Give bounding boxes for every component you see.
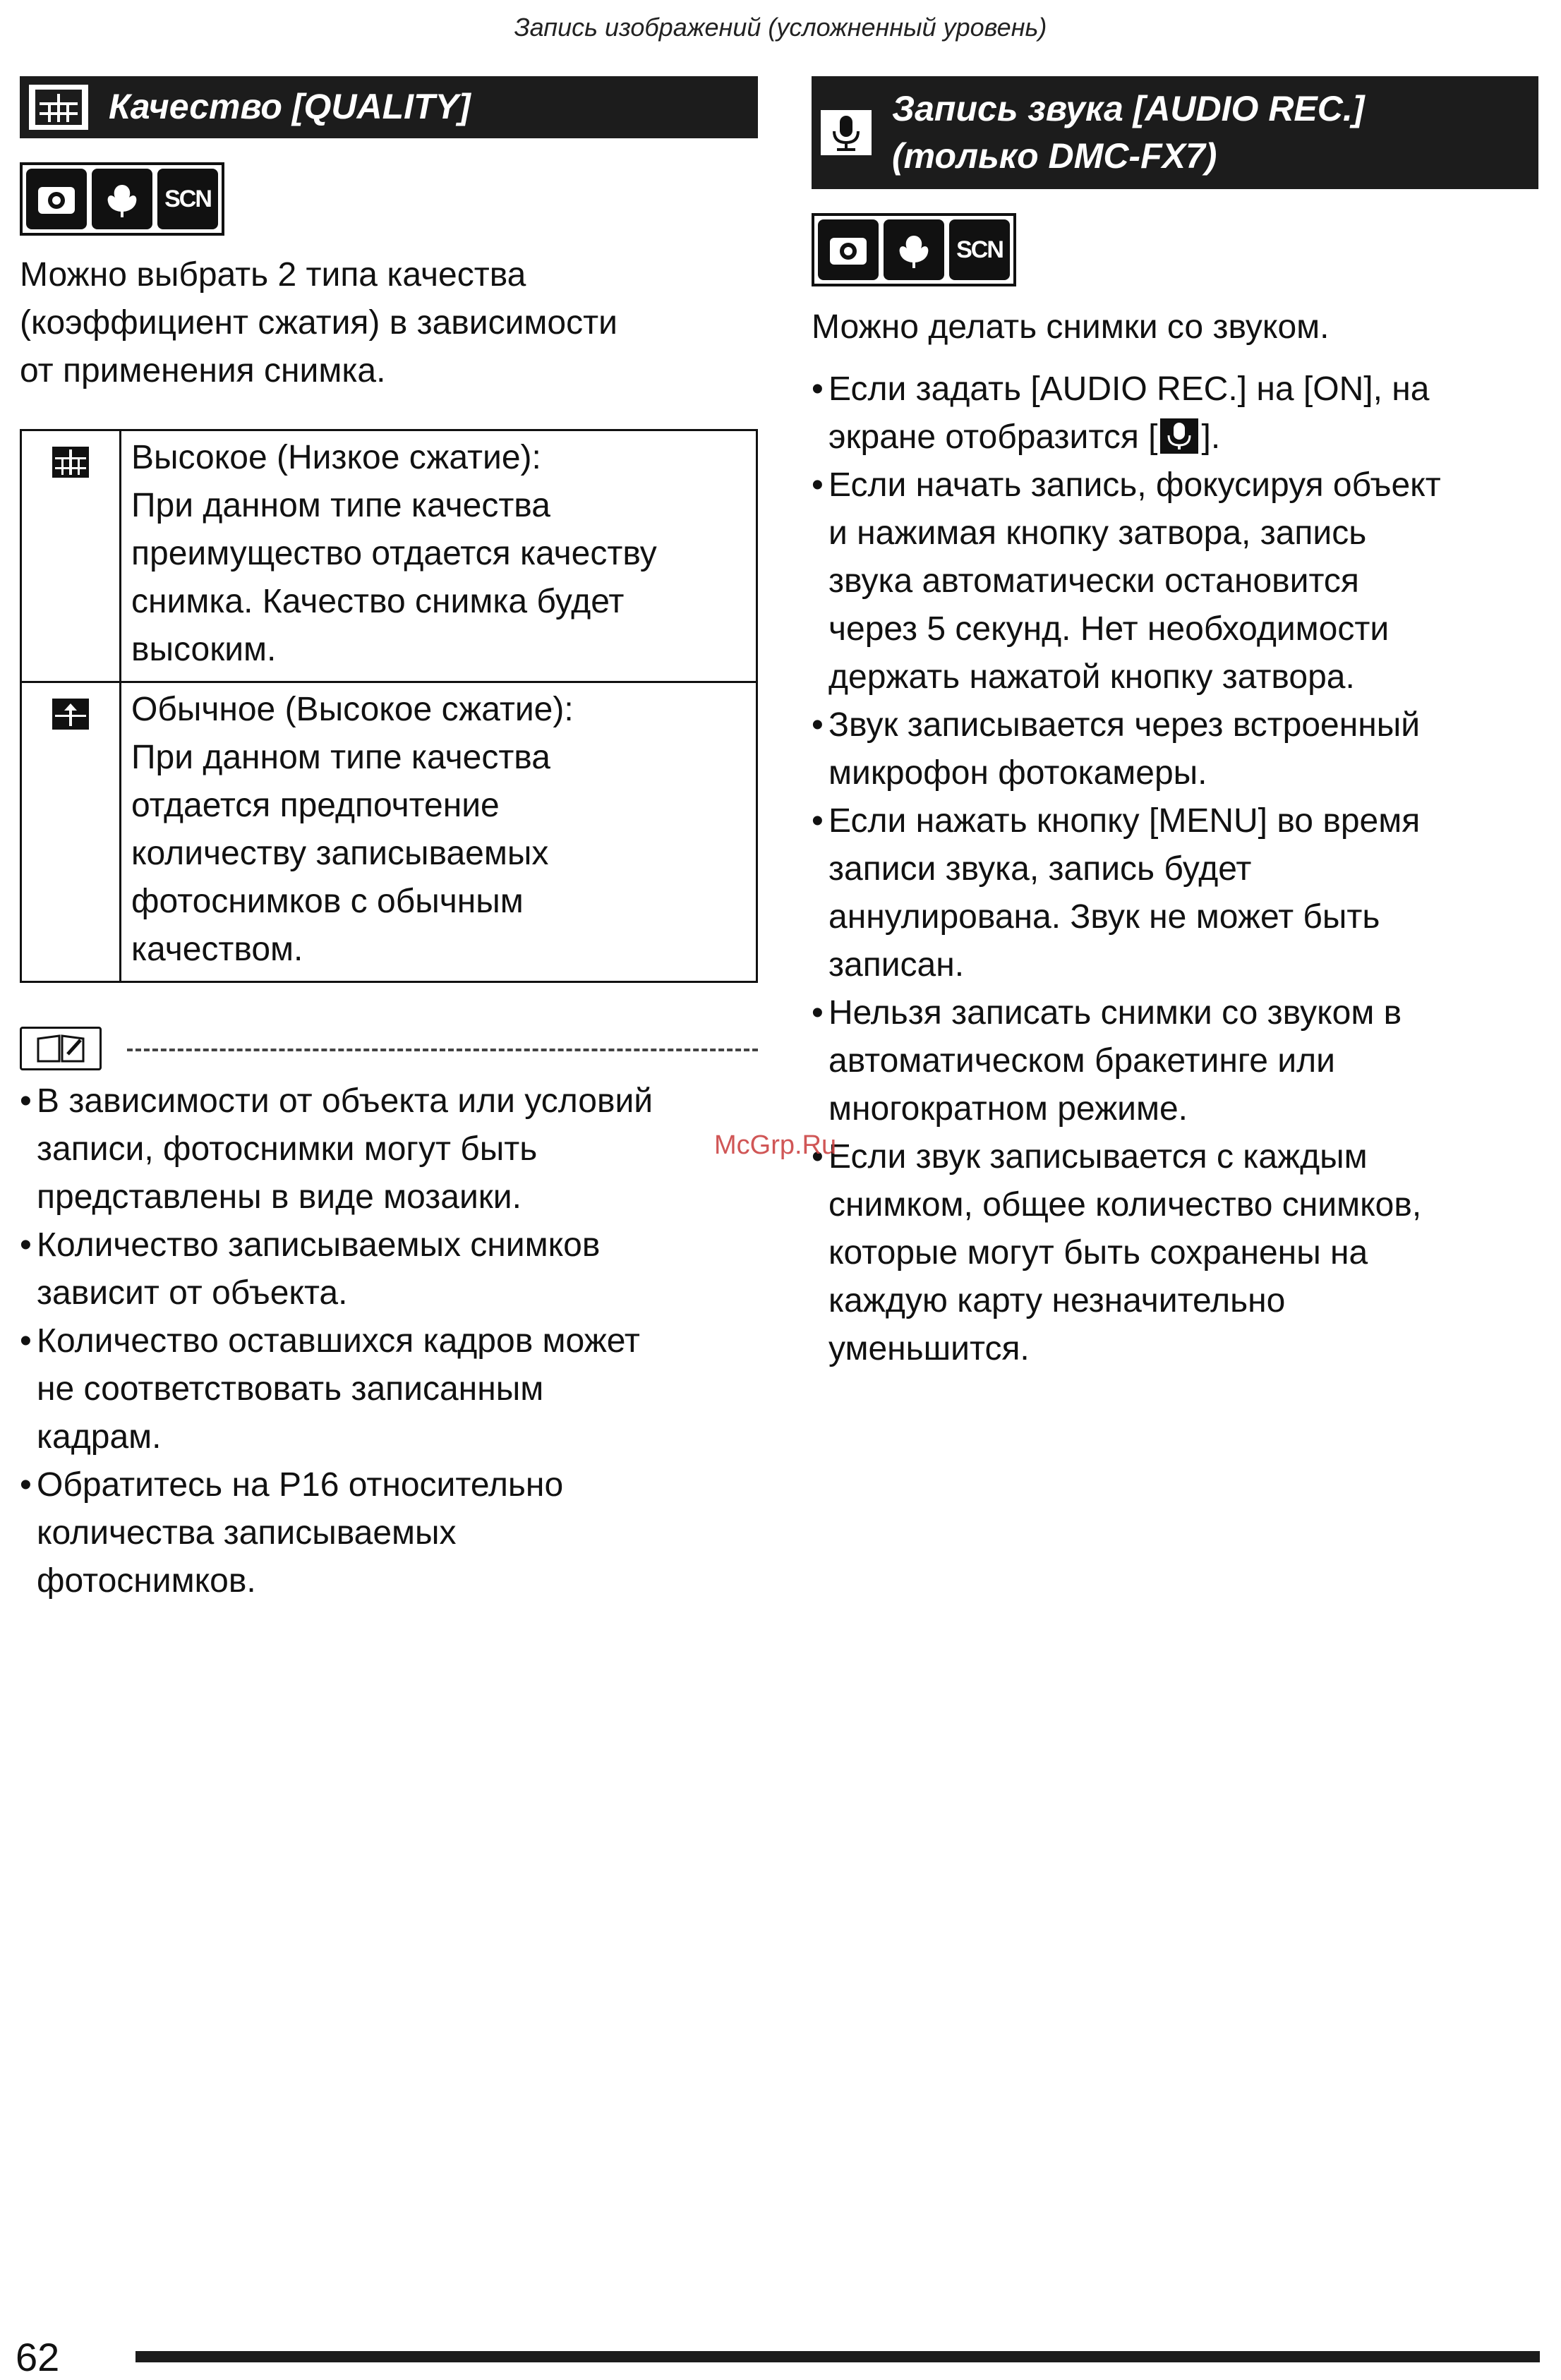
- quality-intro: Можно выбрать 2 типа качества (коэффициент сжатия) в зависимости от применения снимка.: [20, 256, 617, 389]
- inline-microphone-icon: [1160, 418, 1198, 454]
- standard-quality-description: Обычное (Высокое сжатие): При данном типе качества отдается предпочтение количеству записываемых фотоснимков с обычным качеством.: [121, 682, 757, 982]
- macro-flower-icon: [884, 219, 944, 280]
- page-header: Запись изображений (усложненный уровень): [514, 13, 1047, 42]
- list-item: • Если звук записывается с каждым снимком, общее количество снимков, которые могут быть сохранены на каждую карту незначительно уменьшится.: [812, 1133, 1538, 1373]
- macro-flower-icon: [92, 169, 152, 229]
- table-icon-cell: [21, 430, 121, 682]
- standard-quality-icon: [52, 698, 90, 730]
- list-item: • В зависимости от объекта или условий записи, фотоснимки могут быть представлены в виде мозаики.: [20, 1077, 758, 1221]
- scn-icon: [157, 169, 218, 229]
- list-item: • Количество записываемых снимков зависит от объекта.: [20, 1221, 758, 1317]
- audio-rec-section: [812, 76, 1538, 1373]
- list-item: • Если задать [AUDIO REC.] на [ON], на экране отобразится [ ].: [812, 366, 1538, 461]
- table-icon-cell: [21, 682, 121, 982]
- list-item: • Если начать запись, фокусируя объект и нажимая кнопку затвора, запись звука автоматически остановится через 5 секунд. Нет необходимости держать нажатой кнопку затвора.: [812, 461, 1538, 701]
- camera-icon: [26, 169, 87, 229]
- scn-icon: [949, 219, 1010, 280]
- quality-mode-icons: [20, 162, 224, 236]
- quality-icon: [27, 83, 90, 132]
- table-row: [21, 430, 757, 682]
- list-item: • Звук записывается через встроенный микрофон фотокамеры.: [812, 701, 1538, 797]
- fine-quality-description: Высокое (Низкое сжатие): При данном типе качества преимущество отдается качеству снимка. Качество снимка будет высоким.: [121, 430, 757, 682]
- list-item: • Количество оставшихся кадров может не соответствовать записанным кадрам.: [20, 1317, 758, 1461]
- quality-title-bar: [20, 76, 758, 138]
- camera-icon: [818, 219, 879, 280]
- quality-title: Качество [QUALITY]: [109, 87, 471, 127]
- dashed-divider: [127, 1049, 758, 1051]
- scn-label: SCN: [956, 236, 1003, 263]
- audio-notes: [812, 366, 1538, 1373]
- scn-label: SCN: [164, 185, 211, 212]
- note-divider: [20, 1027, 758, 1070]
- page-number: 62: [16, 2335, 60, 2379]
- note-book-icon: [20, 1027, 102, 1070]
- list-item: • Нельзя записать снимки со звуком в автоматическом бракетинге или многократном режиме.: [812, 989, 1538, 1133]
- audio-title-bar: [812, 76, 1538, 189]
- audio-title: Запись звука [AUDIO REC.] (только DMC-FX7): [892, 88, 1365, 176]
- footer-rule: [135, 2351, 1540, 2362]
- fine-quality-icon: [52, 446, 90, 478]
- quality-table: [20, 429, 758, 983]
- audio-mode-icons: [812, 213, 1016, 286]
- audio-intro: Можно делать снимки со звуком.: [812, 308, 1330, 346]
- quality-notes: [20, 1077, 758, 1605]
- watermark: McGrp.Ru: [714, 1130, 837, 1160]
- list-item: • Обратитесь на P16 относительно количества записываемых фотоснимков.: [20, 1461, 758, 1605]
- table-row: [21, 682, 757, 982]
- list-item: • Если нажать кнопку [MENU] во время записи звука, запись будет аннулирована. Звук не может быть записан.: [812, 797, 1538, 989]
- microphone-icon: [819, 108, 874, 157]
- quality-section: [20, 76, 758, 1605]
